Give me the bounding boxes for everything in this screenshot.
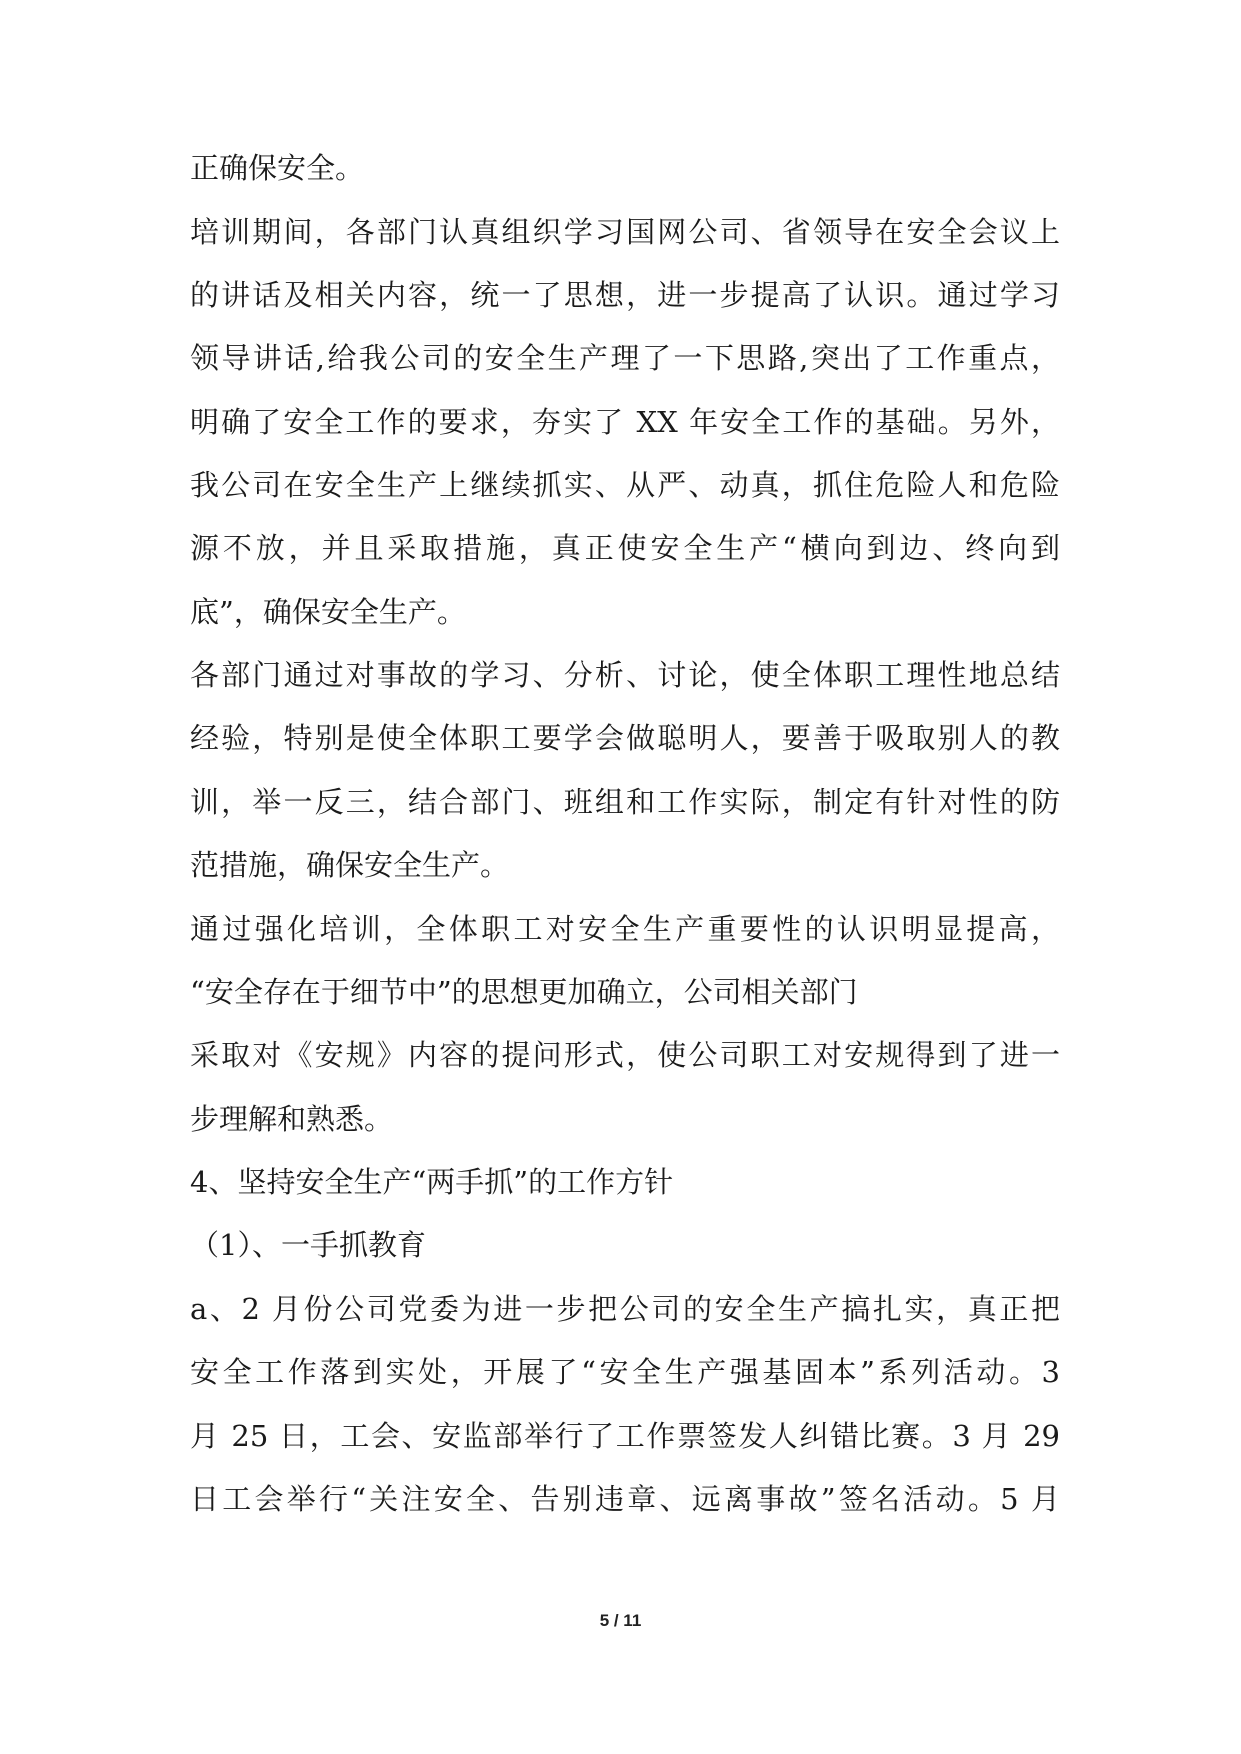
text-line: 正确保安全。 [190, 151, 365, 185]
text-line: 的讲话及相关内容，统一了思想，进一步提高了认识。通过学习 [190, 278, 1060, 312]
text-line: 安全工作落到实处，开展了“安全生产强基固本”系列活动。3 [190, 1355, 1060, 1389]
text-line: 训，举一反三，结合部门、班组和工作实际，制定有针对性的防 [190, 785, 1060, 819]
text-line: a、2 月份公司党委为进一步把公司的安全生产搞扎实，真正把 [190, 1292, 1060, 1326]
text-line: 范措施，确保安全生产。 [190, 848, 510, 882]
text-line: 我公司在安全生产上继续抓实、从严、动真，抓住危险人和危险 [190, 468, 1060, 502]
text-line: 采取对《安规》内容的提问形式，使公司职工对安规得到了进一 [190, 1038, 1060, 1072]
text-line: 步理解和熟悉。 [190, 1102, 394, 1136]
text-line: 各部门通过对事故的学习、分析、讨论，使全体职工理性地总结 [190, 658, 1060, 692]
text-line: 经验，特别是使全体职工要学会做聪明人，要善于吸取别人的教 [190, 721, 1060, 755]
text-line: 底”，确保安全生产。 [190, 595, 466, 629]
text-line: 领导讲话,给我公司的安全生产理了一下思路,突出了工作重点， [190, 341, 1060, 375]
text-line: 月 25 日，工会、安监部举行了工作票签发人纠错比赛。3 月 29 [190, 1419, 1060, 1453]
text-line: 培训期间，各部门认真组织学习国网公司、省领导在安全会议上 [190, 215, 1060, 249]
text-line: 源不放，并且采取措施，真正使安全生产“横向到边、终向到 [190, 531, 1060, 565]
page-number: 5 / 11 [599, 1611, 642, 1630]
text-line: 日工会举行“关注安全、告别违章、远离事故”签名活动。5 月 [190, 1482, 1060, 1516]
text-line: 明确了安全工作的要求，夯实了 XX 年安全工作的基础。另外， [190, 405, 1060, 439]
text-line: “安全存在于细节中”的思想更加确立，公司相关部门 [190, 975, 858, 1009]
text-line: 通过强化培训，全体职工对安全生产重要性的认识明显提高， [190, 912, 1060, 946]
section-heading: 4、坚持安全生产“两手抓”的工作方针 [190, 1165, 674, 1199]
subsection-heading: （1）、一手抓教育 [190, 1228, 426, 1262]
